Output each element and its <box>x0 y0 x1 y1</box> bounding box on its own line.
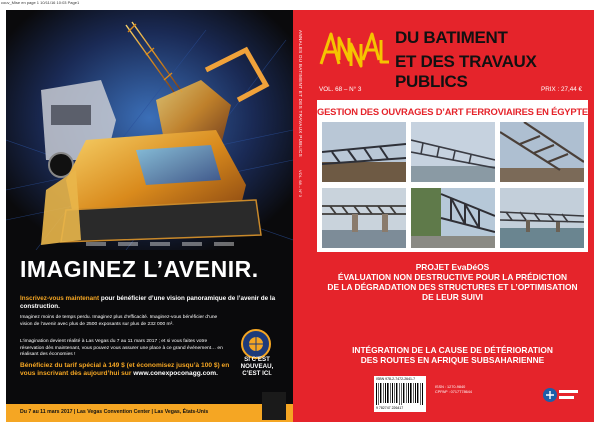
bridge-photo-3 <box>500 122 584 182</box>
spine-title: ANNALES DU BATIMENT ET DES TRAVAUX PUBLICS <box>298 30 303 157</box>
cover-title-line1: DU BATIMENT <box>395 28 508 47</box>
cover-price: PRIX : 27,44 € <box>541 86 582 93</box>
ad-date-location: Du 7 au 11 mars 2017 | Las Vegas Convention Center | Las Vegas, États-Unis <box>20 409 209 415</box>
issn-info <box>435 385 472 395</box>
bridge-photo-5 <box>411 188 495 248</box>
ad-paragraph-lasvegas: L’imagination devient réalité à Las Vegas du 7 au 11 mars 2017 ; et si vous faites votre réservation dès maintenant, vous pouvez vous assurer une place à ce grand événement… en réalisant des économies ! <box>20 339 223 358</box>
bridge-photo-4 <box>322 188 406 248</box>
construction-machines-illustration <box>6 10 293 250</box>
feature-title: GESTION DES OUVRAGES D’ART FERROVIAIRES EN ÉGYPTE <box>317 106 588 117</box>
ad-headline: IMAGINEZ L’AVENIR. <box>20 256 259 282</box>
print-slug: couv_Mise en page 1 10/11/16 10:03 Page1 <box>1 0 80 5</box>
volume-number: VOL. 68 – N° 3 <box>319 86 362 93</box>
feature-routes-afrique <box>311 345 594 365</box>
evadeos-line: PROJET EvaDéOS <box>415 262 490 272</box>
publisher-logo <box>542 384 580 406</box>
ad-intro-text: pour bénéficier d’une vision panoramique de l’avenir de la construction. <box>20 295 276 310</box>
annales-logo <box>317 20 393 78</box>
evadeos-line: DE LEUR SUIVI <box>422 292 483 302</box>
isbn-text: ISBN 978-2-7472-2641-7 <box>376 377 416 381</box>
spine <box>293 10 311 422</box>
cover-title-line2: ET DES TRAVAUX PUBLICS <box>395 52 537 91</box>
spine-volume: VOL. 68 – N° 3 <box>298 170 303 197</box>
ad-paragraph-offer <box>20 362 230 378</box>
barcode-number: 9 782747 226417 <box>376 406 404 410</box>
cppap-line: CPPAP : 0717T78644 <box>435 390 473 394</box>
bridge-photo-2 <box>411 122 495 182</box>
front-cover <box>311 10 594 422</box>
ifpe-logo <box>262 392 286 420</box>
bridge-photo-6 <box>500 188 584 248</box>
routes-line: INTÉGRATION DE LA CAUSE DE DÉTÉRIORATION <box>352 345 553 355</box>
ad-tagline: SI C’EST NOUVEAU, C’EST ICI. <box>240 356 274 377</box>
issn-line: ISSN : 1270-9840 <box>435 385 466 389</box>
isbn-barcode <box>374 376 426 412</box>
evadeos-line: DE LA DÉGRADATION DES STRUCTURES ET L’OPTIMISATION <box>327 282 578 292</box>
ad-date-bar <box>6 404 293 422</box>
barcode-bars <box>376 383 424 405</box>
bridge-photo-1 <box>322 122 406 182</box>
ad-paragraph-imagine: Imaginez moins de temps perdu. Imaginez plus d’efficacité. Imaginez-vous bénéficier d’une vision de l’avenir avec plus de 2500 exposants sur plus de 232 000 m². <box>20 315 218 327</box>
ad-url-link[interactable]: www.conexpoconagg.com. <box>133 370 218 377</box>
feature-evadeos <box>311 262 594 302</box>
back-cover-ad <box>6 10 293 422</box>
feature-photo-panel <box>317 100 588 252</box>
ad-paragraph-intro <box>20 295 280 311</box>
ad-offer-text: Bénéficiez du tarif spécial à 149 $ (et économisez jusqu’à 100 $) en vous inscrivant dès aujourd’hui sur <box>20 362 230 377</box>
ad-register-highlight: Inscrivez-vous maintenant <box>20 295 100 302</box>
routes-line: DES ROUTES EN AFRIQUE SUBSAHARIENNE <box>360 355 545 365</box>
evadeos-line: ÉVALUATION NON DESTRUCTIVE POUR LA PRÉDICTION <box>337 272 568 282</box>
